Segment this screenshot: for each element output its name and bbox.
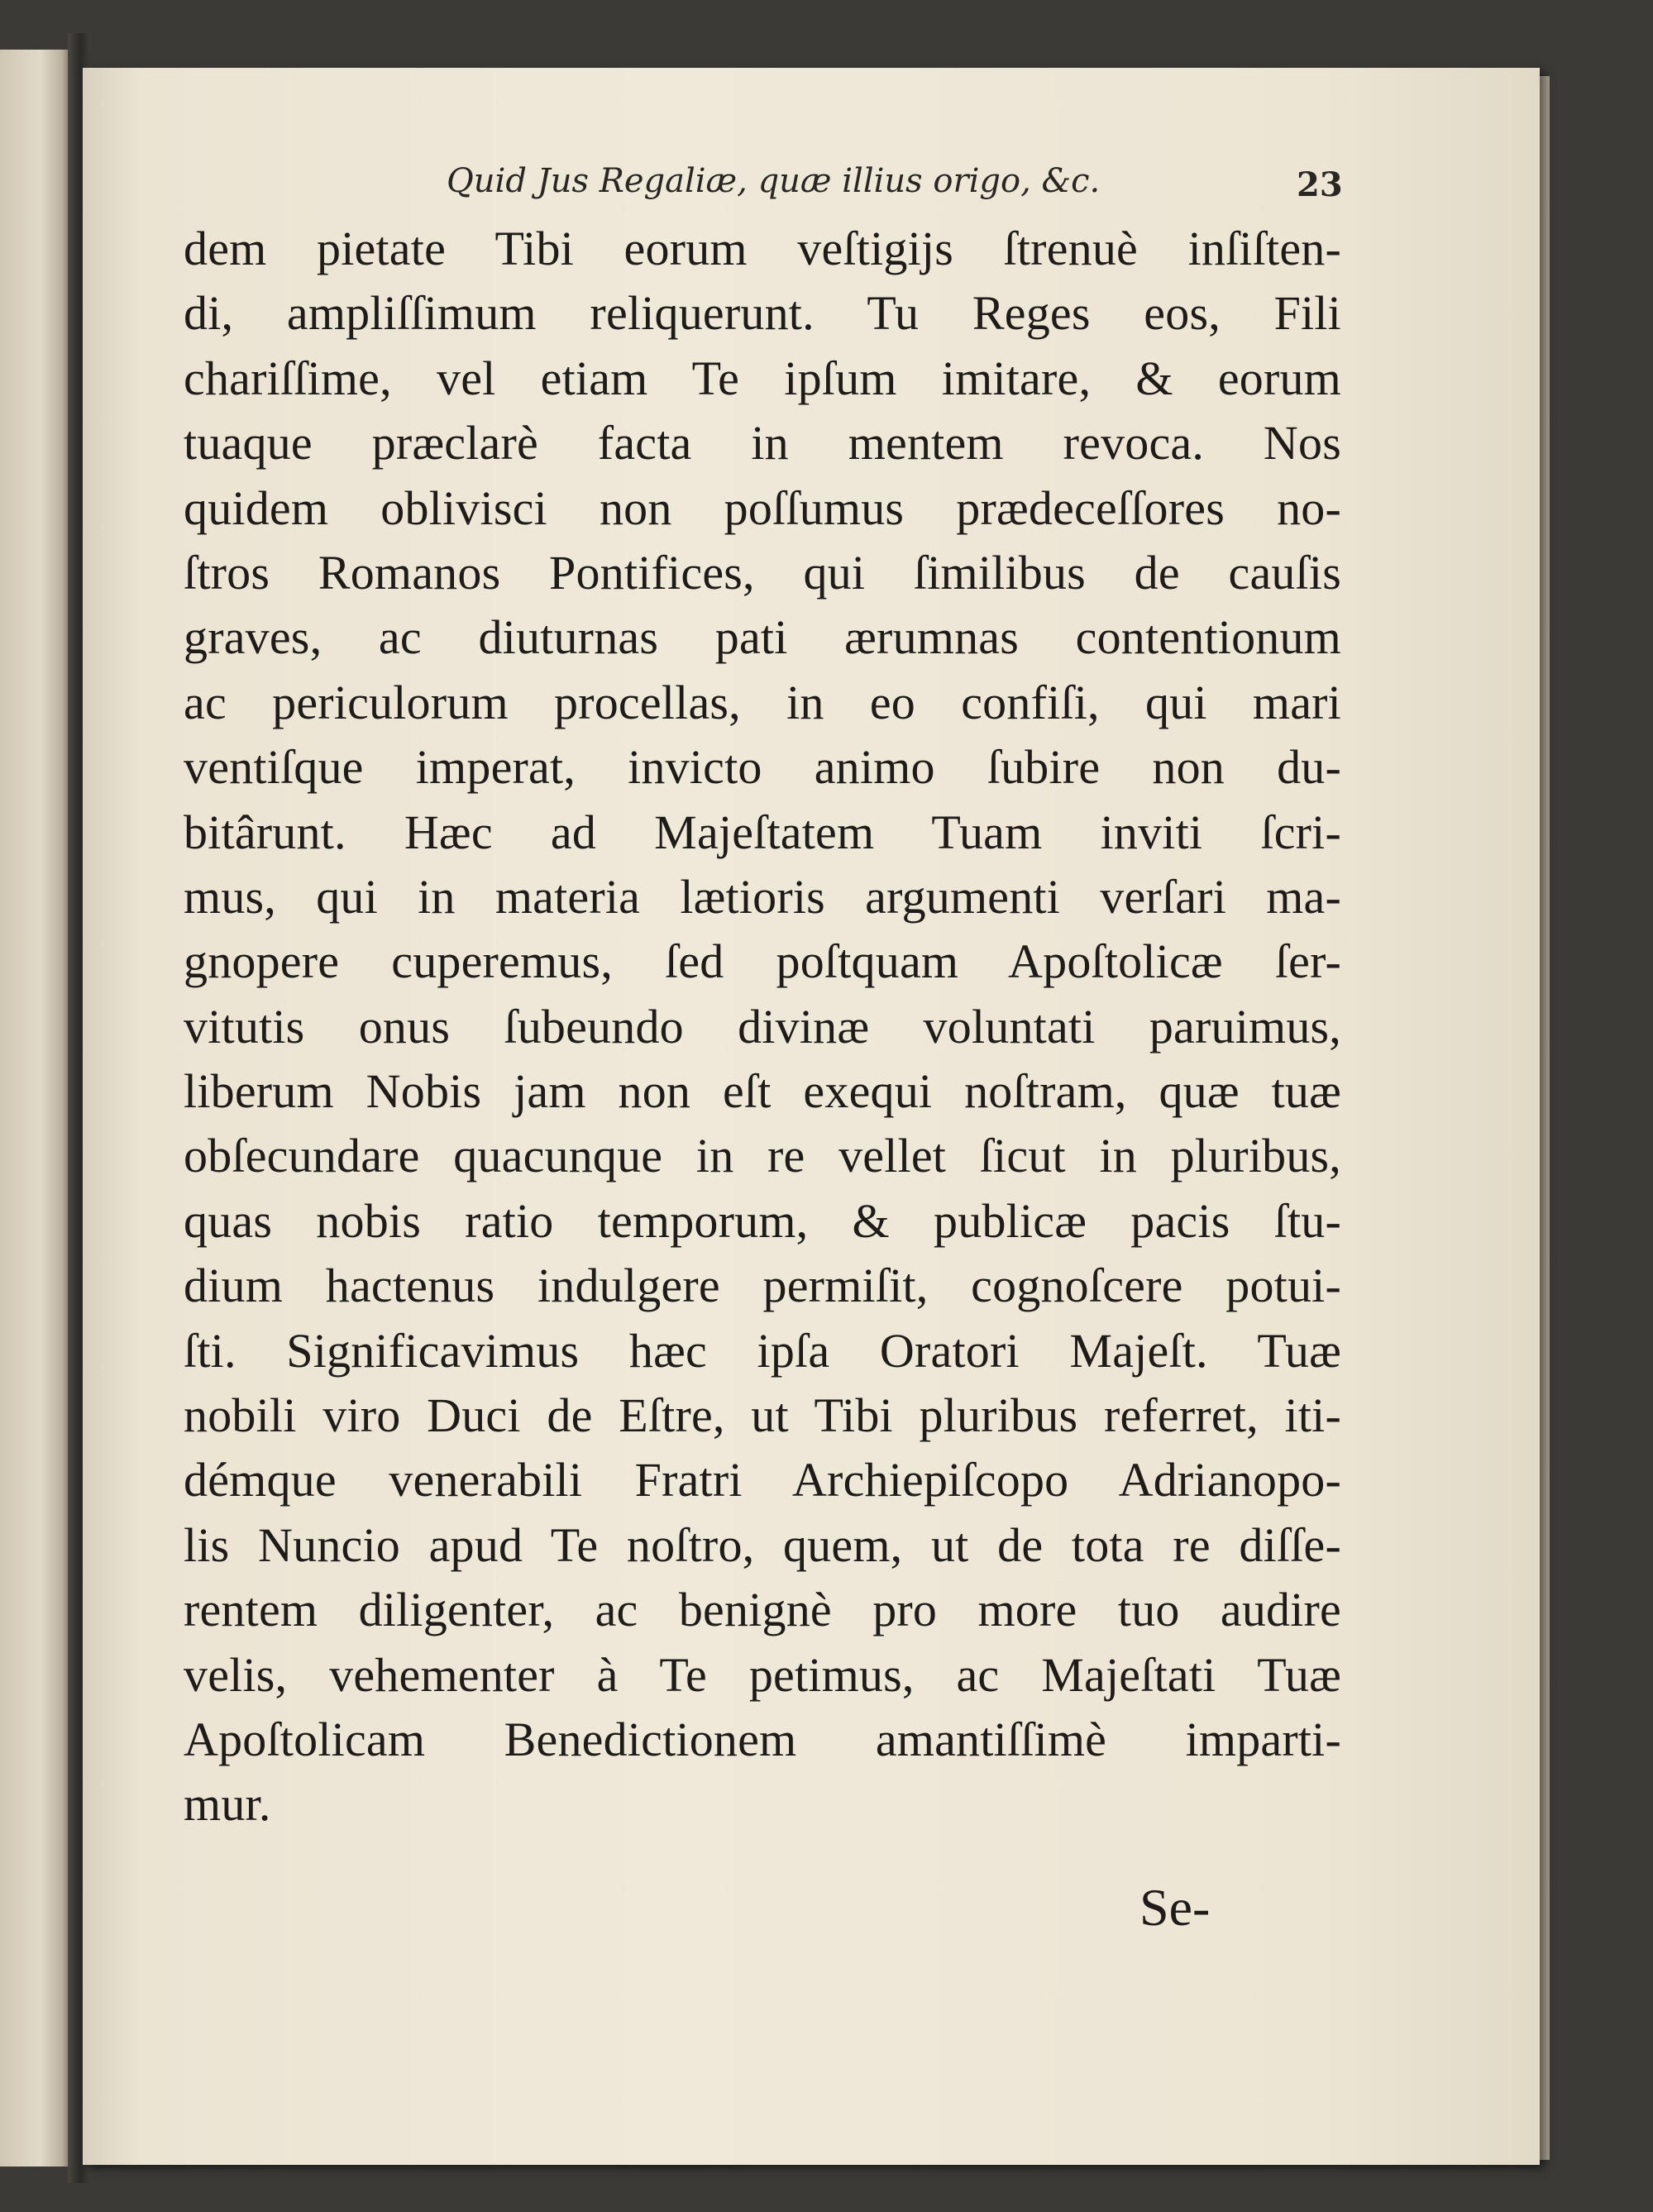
running-head: Quid Jus Regaliæ, quæ illius origo, &c. <box>447 162 1101 200</box>
text-line: dium hactenus indulgere permiſit, cognoſcere potui- <box>184 1259 1341 1313</box>
text-line: graves, ac diuturnas pati ærumnas contentionum <box>184 610 1341 665</box>
text-line: lis Nuncio apud Te noſtro, quem, ut de tota re diſſe- <box>184 1517 1341 1572</box>
text-line: quas nobis ratio temporum, & publicæ pacis ſtu- <box>184 1193 1341 1248</box>
text-line: ventiſque imperat, invicto animo ſubire non du- <box>184 740 1341 795</box>
text-line: ac periculorum procellas, in eo confiſi, qui mari <box>184 675 1341 729</box>
catchword: Se- <box>1139 1878 1211 1937</box>
text-line: Apoſtolicam Benedictionem amantiſſimè imparti- <box>184 1712 1341 1766</box>
text-line: rentem diligenter, ac benignè pro more tuo audire <box>184 1583 1341 1637</box>
text-line: di, ampliſſimum reliquerunt. Tu Reges eos, Fili <box>184 286 1341 341</box>
text-line: mus, qui in materia lætioris argumenti verſari ma- <box>184 869 1341 924</box>
text-line: tuaque præclarè facta in mentem revoca. Nos <box>184 416 1341 471</box>
text-line: mur. <box>184 1777 271 1832</box>
body-text <box>184 217 1341 1837</box>
text-line: obſecundare quacunque in re vellet ſicut in pluribus, <box>184 1129 1341 1183</box>
text-line: ſtros Romanos Pontifices, qui ſimilibus de cauſis <box>184 545 1341 600</box>
text-line: liberum Nobis jam non eſt exequi noſtram, quæ tuæ <box>184 1064 1341 1119</box>
text-line: quidem oblivisci non poſſumus prædeceſſores no- <box>184 480 1341 535</box>
text-line: vitutis onus ſubeundo divinæ voluntati paruimus, <box>184 999 1341 1053</box>
text-line: ſti. Significavimus hæc ipſa Oratori Majeſt. Tuæ <box>184 1323 1341 1378</box>
text-line: nobili viro Duci de Eſtre, ut Tibi pluribus referret, iti- <box>184 1388 1341 1443</box>
text-line: dem pietate Tibi eorum veſtigijs ſtrenuè inſiſten- <box>184 222 1341 275</box>
page-number: 23 <box>1297 165 1343 204</box>
text-line: démque venerabili Fratri Archiepiſcopo Adrianopo- <box>184 1453 1341 1507</box>
text-line: chariſſime, vel etiam Te ipſum imitare, & eorum <box>184 351 1341 405</box>
text-line: gnopere cuperemus, ſed poſtquam Apoſtolicæ ſer- <box>184 934 1341 989</box>
text-line: bitârunt. Hæc ad Majeſtatem Tuam inviti ſcri- <box>184 805 1341 859</box>
text-line: velis, vehementer à Te petimus, ac Majeſtati Tuæ <box>184 1647 1341 1702</box>
facing-page-edge <box>0 50 73 2167</box>
